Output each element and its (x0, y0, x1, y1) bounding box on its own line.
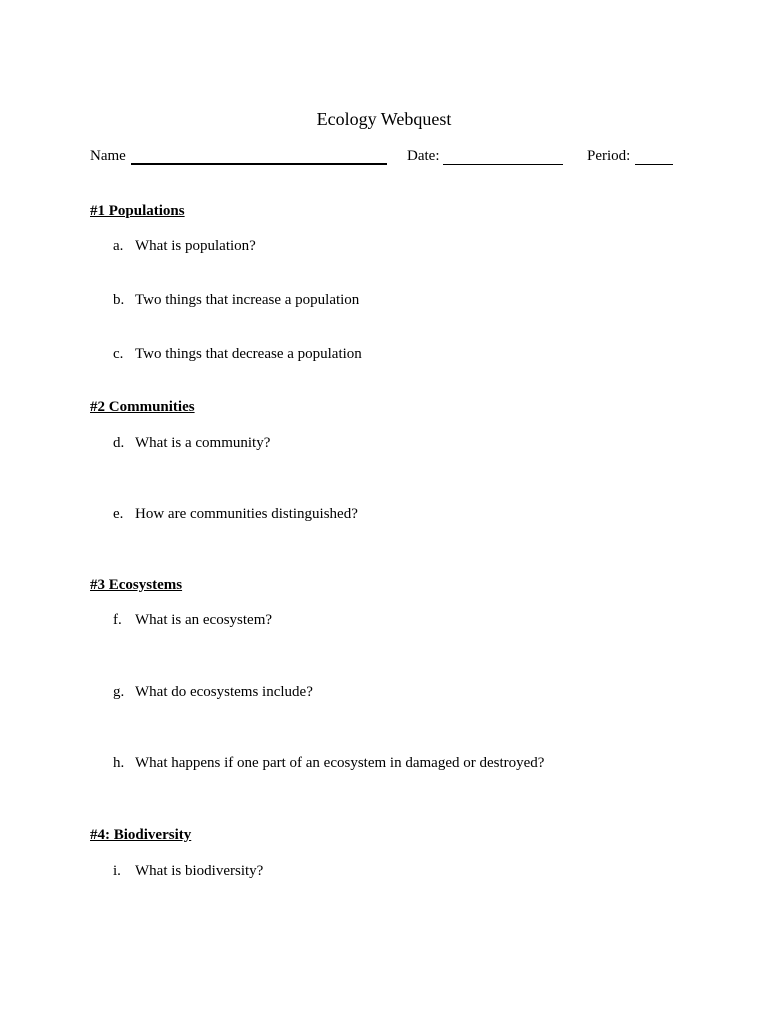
question-item (113, 612, 272, 629)
question-letter: c. (113, 346, 124, 362)
date-blank (443, 164, 563, 165)
period-label: Period: (587, 148, 631, 164)
question-text: What is population? (135, 238, 256, 254)
question-letter: f. (113, 612, 122, 628)
section-heading-biodiversity: #4: Biodiversity (90, 827, 192, 843)
student-info-row (90, 148, 680, 168)
name-blank (131, 163, 387, 165)
question-item (113, 292, 359, 309)
question-text: What is an ecosystem? (135, 612, 273, 628)
question-letter: g. (113, 684, 125, 700)
question-item (113, 346, 362, 363)
question-text: What happens if one part of an ecosystem in damaged or destroyed? (135, 755, 545, 771)
name-label: Name (90, 148, 126, 164)
question-item (113, 684, 313, 701)
period-blank (635, 164, 673, 165)
question-text: Two things that decrease a population (135, 346, 362, 362)
question-item (113, 755, 544, 772)
question-text: Two things that increase a population (135, 292, 360, 308)
section-heading-populations: #1 Populations (90, 203, 185, 219)
question-item (113, 238, 256, 255)
question-text: What is biodiversity? (135, 863, 264, 879)
page-title: Ecology Webquest (316, 109, 452, 129)
question-letter: b. (113, 292, 125, 308)
question-text: What do ecosystems include? (135, 684, 313, 700)
question-letter: h. (113, 755, 125, 771)
question-letter: i. (113, 863, 121, 879)
question-text: What is a community? (135, 435, 271, 451)
section-heading-ecosystems: #3 Ecosystems (90, 577, 183, 593)
question-letter: e. (113, 506, 124, 522)
question-item (113, 506, 358, 523)
question-text: How are communities distinguished? (135, 506, 358, 522)
question-letter: a. (113, 238, 124, 254)
section-heading-communities: #2 Communities (90, 399, 195, 415)
question-item (113, 863, 263, 880)
date-label: Date: (407, 148, 440, 164)
question-item (113, 435, 270, 452)
question-letter: d. (113, 435, 125, 451)
